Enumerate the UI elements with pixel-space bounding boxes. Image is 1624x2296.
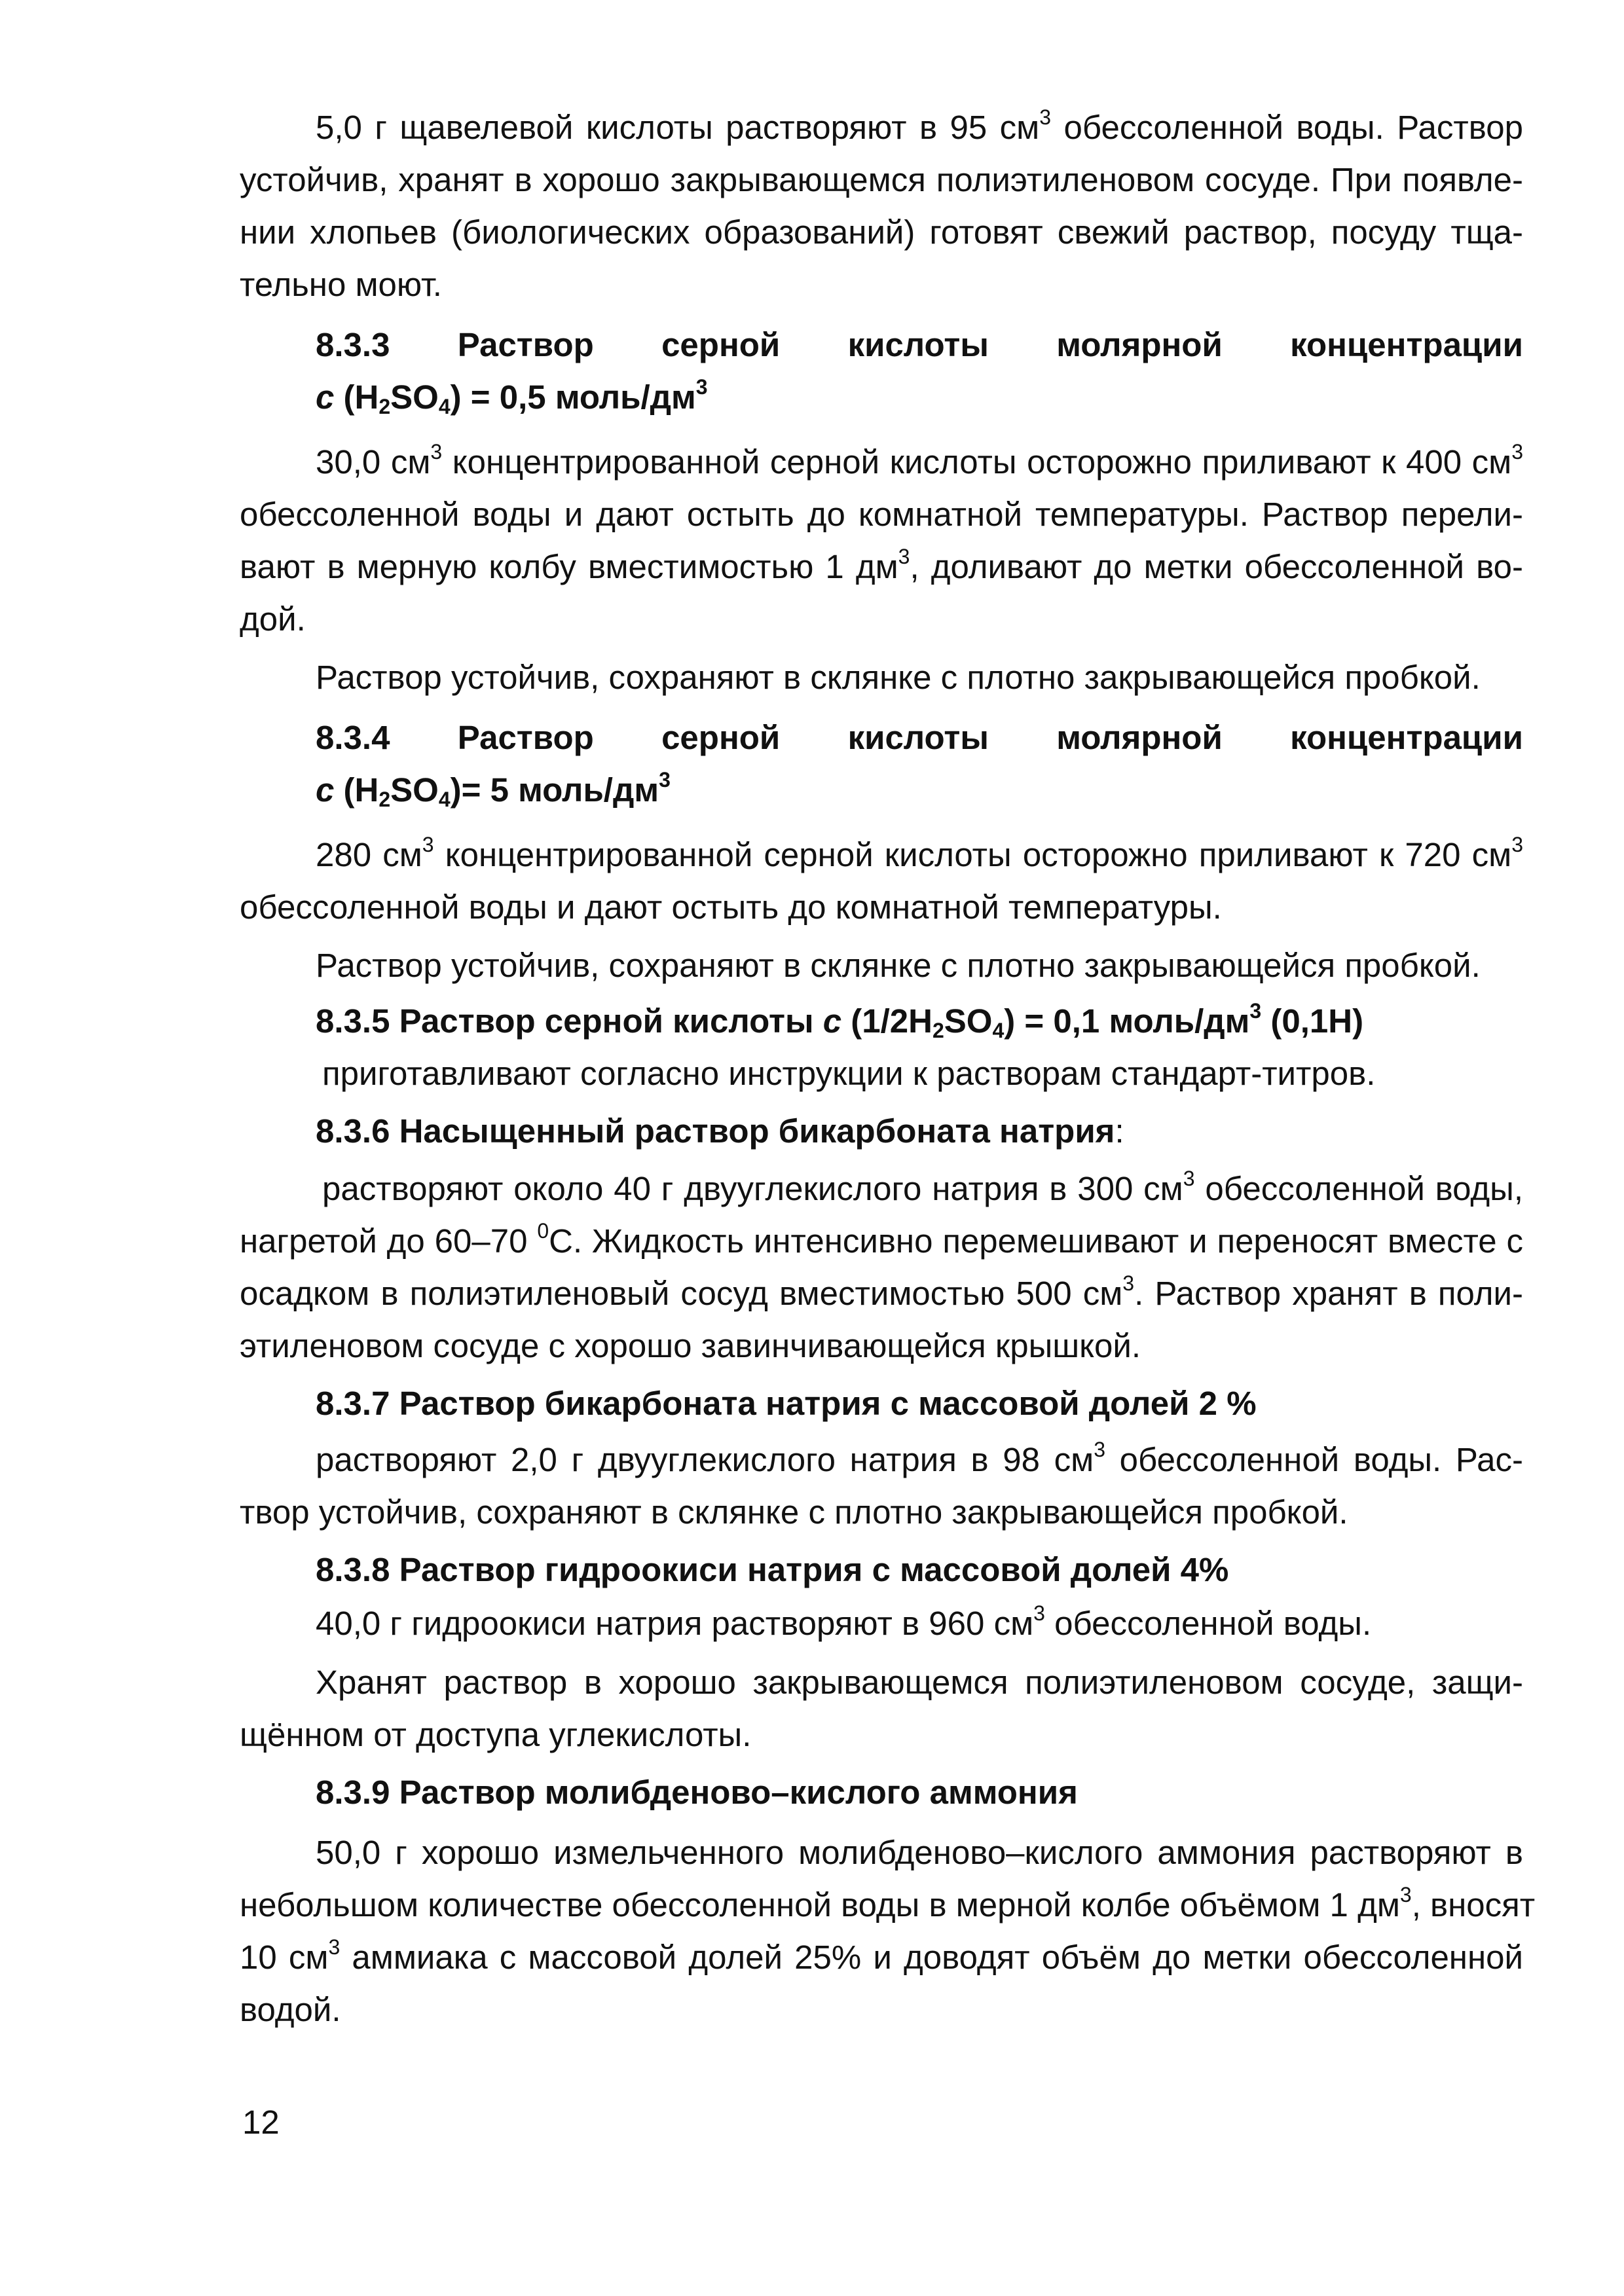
paragraph-line: Раствор устойчив, сохраняют в склянке с плотно закрывающейся пробкой. — [316, 659, 1481, 696]
section-heading-8-3-8: 8.3.8 Раствор гидроокиси натрия с массовой долей 4% — [316, 1551, 1229, 1588]
paragraph-line: осадком в полиэтиленовый сосуд вместимостью 500 $см^3$. Раствор хранят в поли- — [240, 1271, 1523, 1312]
paragraph-line: обессоленной воды и дают остыть до комнатной температуры. — [240, 888, 1222, 926]
paragraph-line: вают в мерную колбу вместимостью 1 $дм^3$, доливают до метки обессоленной во- — [240, 545, 1523, 585]
paragraph-line: тельно моют. — [240, 266, 442, 303]
section-heading-8-3-6: 8.3.6 Насыщенный раствор бикарбоната натрия: — [316, 1112, 1124, 1150]
section-heading-8-3-9: 8.3.9 Раствор молибденово–кислого аммония — [316, 1774, 1078, 1811]
paragraph-line: твор устойчив, сохраняют в склянке с плотно закрывающейся пробкой. — [240, 1493, 1348, 1531]
paragraph-line: растворяют 2,0 г двууглекислого натрия в 98 $см^3$ обессоленной воды. Рас- — [316, 1438, 1523, 1478]
paragraph-line: устойчив, хранят в хорошо закрывающемся полиэтиленовом сосуде. При появле- — [240, 161, 1523, 198]
paragraph-line: 50,0 г хорошо измельченного молибденово–кислого аммония растворяют в — [316, 1834, 1523, 1871]
paragraph-line: Раствор устойчив, сохраняют в склянке с плотно закрывающейся пробкой. — [316, 947, 1481, 984]
section-heading-formula: с $(H_2SO_4)= 5$ моль/$дм^3$ — [316, 768, 671, 811]
section-heading-8-3-5: 8.3.5 Раствор серной кислоты с $(1/2H_2SO_4) = 0,1$ моль/$дм^3$ (0,1Н) — [316, 999, 1364, 1042]
paragraph-line: растворяют около 40 г двууглекислого натрия в 300 $см^3$ обессоленной воды, — [322, 1167, 1523, 1207]
paragraph-line: нии хлопьев (биологических образований) готовят свежий раствор, посуду тща- — [240, 213, 1523, 251]
paragraph-line: этиленовом сосуде с хорошо завинчивающейся крышкой. — [240, 1327, 1141, 1364]
paragraph-line: дой. — [240, 600, 306, 638]
paragraph-line: Хранят раствор в хорошо закрывающемся полиэтиленовом сосуде, защи- — [316, 1664, 1523, 1701]
paragraph-line: щённом от доступа углекислоты. — [240, 1716, 752, 1753]
paragraph-line: водой. — [240, 1991, 341, 2028]
paragraph-line: небольшом количестве обессоленной воды в мерной колбе объёмом 1 $дм^3$, вносят — [240, 1883, 1536, 1923]
paragraph-line: 30,0 $см^3$ концентрированной серной кислоты осторожно приливают к 400 $см^3$ — [316, 440, 1523, 481]
page-number: 12 — [242, 2104, 280, 2141]
paragraph-line: 280 $см^3$ концентрированной серной кислоты осторожно приливают к 720 $см^3$ — [316, 833, 1523, 873]
paragraph-line: 10 $см^3$ аммиака с массовой долей 25% и доводят объём до метки обессоленной — [240, 1935, 1523, 1976]
paragraph-line: обессоленной воды и дают остыть до комнатной температуры. Раствор перели- — [240, 496, 1523, 533]
paragraph-line: нагретой до 60–70 $^0$С. Жидкость интенсивно перемешивают и переносят вместе с — [240, 1219, 1523, 1260]
paragraph-line: 40,0 г гидроокиси натрия растворяют в 960 $см^3$ обессоленной воды. — [316, 1601, 1372, 1642]
section-heading-8-3-4: 8.3.4 Раствор серной кислоты молярной концентрации — [316, 719, 1523, 756]
section-heading-8-3-3: 8.3.3 Раствор серной кислоты молярной концентрации — [316, 326, 1523, 363]
section-heading-formula: с $(H_2SO_4) = 0,5$ моль/$дм^3$ — [316, 375, 708, 418]
section-heading-8-3-7: 8.3.7 Раствор бикарбоната натрия с массовой долей 2 % — [316, 1385, 1257, 1422]
paragraph-line: 5,0 г щавелевой кислоты растворяют в 95 $см^3$ обессоленной воды. Раствор — [316, 105, 1523, 146]
paragraph-line: приготавливают согласно инструкции к растворам стандарт-титров. — [322, 1055, 1376, 1092]
